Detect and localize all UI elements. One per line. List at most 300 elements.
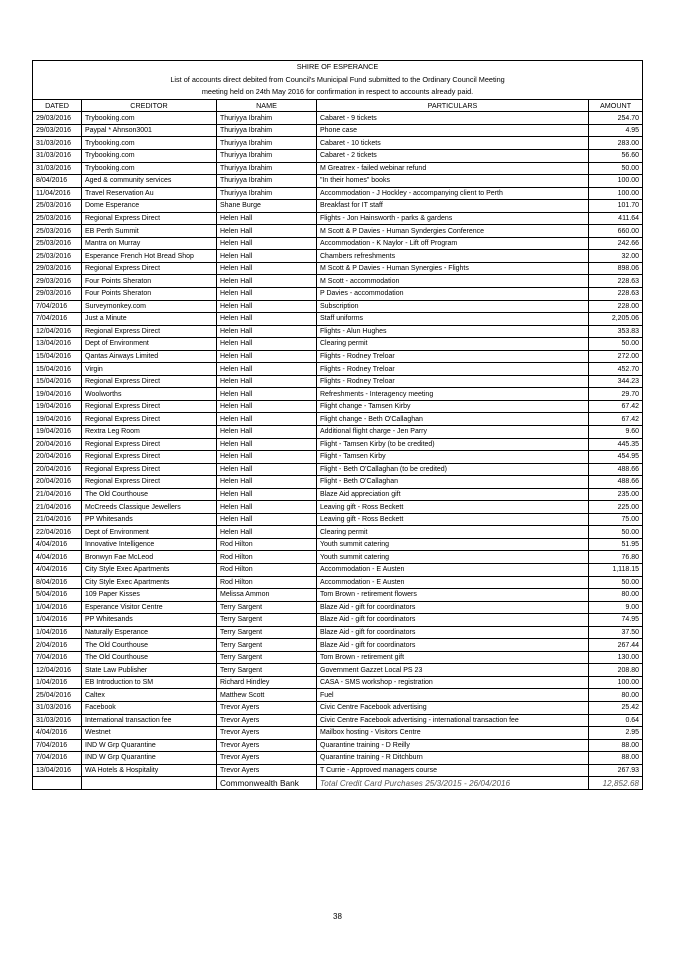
total-creditor-cell bbox=[82, 777, 217, 790]
total-particulars: Total Credit Card Purchases 25/3/2015 - 26/04/2016 bbox=[317, 777, 589, 790]
table-row bbox=[33, 476, 643, 489]
report-description: List of accounts direct debited from Council's Municipal Fund submitted to the Ordinary Council Meeting bbox=[33, 74, 643, 87]
cell-particulars: M Scott - accommodation bbox=[317, 275, 589, 288]
cell-amount: 242.66 bbox=[589, 237, 643, 250]
cell-name: Shane Burge bbox=[217, 200, 317, 213]
cell-name: Helen Hall bbox=[217, 451, 317, 464]
cell-dated: 12/04/2016 bbox=[33, 664, 82, 677]
cell-particulars: Blaze Aid - gift for coordinators bbox=[317, 601, 589, 614]
cell-dated: 7/04/2016 bbox=[33, 651, 82, 664]
table-row bbox=[33, 551, 643, 564]
cell-particulars: Flight change - Tamsen Kirby bbox=[317, 400, 589, 413]
cell-dated: 8/04/2016 bbox=[33, 576, 82, 589]
cell-creditor: The Old Courthouse bbox=[82, 488, 217, 501]
cell-creditor: The Old Courthouse bbox=[82, 639, 217, 652]
cell-name: Helen Hall bbox=[217, 262, 317, 275]
cell-creditor: EB Introduction to SM bbox=[82, 676, 217, 689]
total-amount: 12,852.68 bbox=[589, 777, 643, 790]
table-row bbox=[33, 538, 643, 551]
cell-creditor: Esperance Visitor Centre bbox=[82, 601, 217, 614]
cell-creditor: Qantas Airways Limited bbox=[82, 350, 217, 363]
cell-particulars: Refreshments - Interagency meeting bbox=[317, 388, 589, 401]
cell-particulars: Quarantine training - D Reilly bbox=[317, 739, 589, 752]
table-row bbox=[33, 463, 643, 476]
cell-amount: 411.64 bbox=[589, 212, 643, 225]
cell-amount: 4.95 bbox=[589, 124, 643, 137]
cell-particulars: Flight - Tamsen Kirby (to be credited) bbox=[317, 438, 589, 451]
cell-dated: 29/03/2016 bbox=[33, 112, 82, 125]
table-row bbox=[33, 739, 643, 752]
table-row bbox=[33, 350, 643, 363]
cell-particulars: Subscription bbox=[317, 300, 589, 313]
cell-particulars: Cabaret - 10 tickets bbox=[317, 137, 589, 150]
cell-name: Helen Hall bbox=[217, 237, 317, 250]
cell-dated: 31/03/2016 bbox=[33, 137, 82, 150]
cell-particulars: Clearing permit bbox=[317, 338, 589, 351]
cell-creditor: Rextra Leg Room bbox=[82, 426, 217, 439]
cell-dated: 4/04/2016 bbox=[33, 538, 82, 551]
cell-name: Thuriyya Ibrahim bbox=[217, 175, 317, 188]
cell-name: Trevor Ayers bbox=[217, 714, 317, 727]
cell-dated: 20/04/2016 bbox=[33, 476, 82, 489]
table-row bbox=[33, 124, 643, 137]
table-row bbox=[33, 400, 643, 413]
table-row bbox=[33, 651, 643, 664]
cell-dated: 1/04/2016 bbox=[33, 626, 82, 639]
cell-dated: 25/04/2016 bbox=[33, 689, 82, 702]
cell-amount: 254.70 bbox=[589, 112, 643, 125]
cell-dated: 22/04/2016 bbox=[33, 526, 82, 539]
cell-dated: 31/03/2016 bbox=[33, 714, 82, 727]
cell-creditor: Regional Express Direct bbox=[82, 413, 217, 426]
cell-creditor: Four Points Sheraton bbox=[82, 287, 217, 300]
table-row bbox=[33, 639, 643, 652]
cell-name: Helen Hall bbox=[217, 463, 317, 476]
cell-particulars: Blaze Aid - gift for coordinators bbox=[317, 626, 589, 639]
cell-dated: 8/04/2016 bbox=[33, 175, 82, 188]
cell-creditor: Dome Esperance bbox=[82, 200, 217, 213]
column-header-row bbox=[33, 99, 643, 112]
table-row bbox=[33, 626, 643, 639]
cell-amount: 130.00 bbox=[589, 651, 643, 664]
cell-creditor: Trybooking.com bbox=[82, 149, 217, 162]
cell-amount: 25.42 bbox=[589, 702, 643, 715]
cell-name: Trevor Ayers bbox=[217, 727, 317, 740]
cell-name: Helen Hall bbox=[217, 526, 317, 539]
cell-name: Helen Hall bbox=[217, 363, 317, 376]
cell-particulars: Flight - Beth O'Callaghan (to be credited) bbox=[317, 463, 589, 476]
cell-creditor: Regional Express Direct bbox=[82, 463, 217, 476]
cell-name: Helen Hall bbox=[217, 212, 317, 225]
cell-dated: 25/03/2016 bbox=[33, 225, 82, 238]
cell-dated: 7/04/2016 bbox=[33, 752, 82, 765]
cell-dated: 25/03/2016 bbox=[33, 250, 82, 263]
cell-creditor: Dept of Environment bbox=[82, 338, 217, 351]
cell-amount: 228.63 bbox=[589, 275, 643, 288]
table-row bbox=[33, 250, 643, 263]
cell-particulars: Youth summit catering bbox=[317, 551, 589, 564]
cell-particulars: Staff uniforms bbox=[317, 313, 589, 326]
table-row bbox=[33, 313, 643, 326]
cell-name: Melissa Ammon bbox=[217, 589, 317, 602]
cell-dated: 2/04/2016 bbox=[33, 639, 82, 652]
cell-amount: 228.63 bbox=[589, 287, 643, 300]
cell-creditor: Bronwyn Fae McLeod bbox=[82, 551, 217, 564]
cell-name: Helen Hall bbox=[217, 338, 317, 351]
meeting-description: meeting held on 24th May 2016 for confirmation in respect to accounts already paid. bbox=[33, 86, 643, 99]
cell-amount: 283.00 bbox=[589, 137, 643, 150]
cell-creditor: Regional Express Direct bbox=[82, 400, 217, 413]
cell-name: Helen Hall bbox=[217, 225, 317, 238]
cell-name: Terry Sargent bbox=[217, 664, 317, 677]
column-header-amount: AMOUNT bbox=[589, 99, 643, 112]
table-row bbox=[33, 488, 643, 501]
table-row bbox=[33, 752, 643, 765]
cell-amount: 660.00 bbox=[589, 225, 643, 238]
cell-particulars: Civic Centre Facebook advertising - international transaction fee bbox=[317, 714, 589, 727]
cell-particulars: Flight - Tamsen Kirby bbox=[317, 451, 589, 464]
cell-amount: 225.00 bbox=[589, 501, 643, 514]
cell-dated: 4/04/2016 bbox=[33, 727, 82, 740]
cell-creditor: 109 Paper Kisses bbox=[82, 589, 217, 602]
cell-name: Helen Hall bbox=[217, 250, 317, 263]
cell-name: Helen Hall bbox=[217, 375, 317, 388]
cell-dated: 7/04/2016 bbox=[33, 739, 82, 752]
cell-dated: 19/04/2016 bbox=[33, 413, 82, 426]
table-row bbox=[33, 338, 643, 351]
shire-title: SHIRE OF ESPERANCE bbox=[33, 61, 643, 74]
cell-particulars: Leaving gift - Ross Beckett bbox=[317, 513, 589, 526]
cell-name: Terry Sargent bbox=[217, 626, 317, 639]
total-bank-name: Commonwealth Bank bbox=[217, 777, 317, 790]
cell-amount: 452.70 bbox=[589, 363, 643, 376]
cell-particulars: M Scott & P Davies - Human Syndergies Conference bbox=[317, 225, 589, 238]
cell-dated: 19/04/2016 bbox=[33, 388, 82, 401]
cell-amount: 51.95 bbox=[589, 538, 643, 551]
cell-name: Thuriyya Ibrahim bbox=[217, 124, 317, 137]
cell-particulars: Breakfast for IT staff bbox=[317, 200, 589, 213]
table-row bbox=[33, 225, 643, 238]
cell-dated: 4/04/2016 bbox=[33, 564, 82, 577]
cell-creditor: EB Perth Summit bbox=[82, 225, 217, 238]
cell-creditor: International transaction fee bbox=[82, 714, 217, 727]
cell-name: Thuriyya Ibrahim bbox=[217, 137, 317, 150]
table-row bbox=[33, 287, 643, 300]
total-dated-cell bbox=[33, 777, 82, 790]
cell-amount: 9.00 bbox=[589, 601, 643, 614]
cell-name: Thuriyya Ibrahim bbox=[217, 187, 317, 200]
cell-creditor: Woolworths bbox=[82, 388, 217, 401]
cell-name: Helen Hall bbox=[217, 287, 317, 300]
cell-amount: 74.95 bbox=[589, 614, 643, 627]
cell-name: Helen Hall bbox=[217, 388, 317, 401]
cell-name: Rod Hilton bbox=[217, 538, 317, 551]
cell-name: Terry Sargent bbox=[217, 614, 317, 627]
cell-creditor: Regional Express Direct bbox=[82, 476, 217, 489]
cell-creditor: Regional Express Direct bbox=[82, 325, 217, 338]
cell-creditor: Innovative Intelligence bbox=[82, 538, 217, 551]
cell-particulars: Blaze Aid - gift for coordinators bbox=[317, 639, 589, 652]
cell-dated: 25/03/2016 bbox=[33, 237, 82, 250]
table-row bbox=[33, 363, 643, 376]
cell-name: Rod Hilton bbox=[217, 576, 317, 589]
table-row bbox=[33, 614, 643, 627]
cell-dated: 25/03/2016 bbox=[33, 200, 82, 213]
cell-amount: 2,205.06 bbox=[589, 313, 643, 326]
table-row bbox=[33, 451, 643, 464]
cell-name: Helen Hall bbox=[217, 313, 317, 326]
table-row bbox=[33, 137, 643, 150]
cell-dated: 31/03/2016 bbox=[33, 162, 82, 175]
cell-dated: 29/03/2016 bbox=[33, 275, 82, 288]
cell-particulars: Additional flight charge - Jen Parry bbox=[317, 426, 589, 439]
cell-dated: 15/04/2016 bbox=[33, 375, 82, 388]
column-header-creditor: CREDITOR bbox=[82, 99, 217, 112]
cell-dated: 1/04/2016 bbox=[33, 676, 82, 689]
cell-amount: 50.00 bbox=[589, 162, 643, 175]
cell-amount: 67.42 bbox=[589, 400, 643, 413]
cell-particulars: Flights - Rodney Treloar bbox=[317, 363, 589, 376]
cell-dated: 20/04/2016 bbox=[33, 438, 82, 451]
cell-name: Helen Hall bbox=[217, 413, 317, 426]
cell-creditor: Just a Minute bbox=[82, 313, 217, 326]
cell-creditor: Four Points Sheraton bbox=[82, 275, 217, 288]
cell-creditor: McCreeds Classique Jewellers bbox=[82, 501, 217, 514]
table-row bbox=[33, 175, 643, 188]
cell-name: Richard Hindley bbox=[217, 676, 317, 689]
cell-creditor: Virgin bbox=[82, 363, 217, 376]
cell-creditor: Dept of Environment bbox=[82, 526, 217, 539]
cell-amount: 344.23 bbox=[589, 375, 643, 388]
table-row bbox=[33, 325, 643, 338]
cell-name: Trevor Ayers bbox=[217, 752, 317, 765]
cell-dated: 12/04/2016 bbox=[33, 325, 82, 338]
table-row bbox=[33, 162, 643, 175]
cell-name: Helen Hall bbox=[217, 501, 317, 514]
cell-particulars: Cabaret - 9 tickets bbox=[317, 112, 589, 125]
cell-amount: 50.00 bbox=[589, 526, 643, 539]
table-row bbox=[33, 237, 643, 250]
cell-creditor: The Old Courthouse bbox=[82, 651, 217, 664]
cell-name: Helen Hall bbox=[217, 426, 317, 439]
cell-particulars: Accommodation - J Hockley - accompanying client to Perth bbox=[317, 187, 589, 200]
cell-particulars: Cabaret - 2 tickets bbox=[317, 149, 589, 162]
cell-particulars: "In their homes" books bbox=[317, 175, 589, 188]
cell-amount: 208.80 bbox=[589, 664, 643, 677]
cell-creditor: Regional Express Direct bbox=[82, 262, 217, 275]
cell-name: Trevor Ayers bbox=[217, 702, 317, 715]
cell-amount: 50.00 bbox=[589, 576, 643, 589]
cell-amount: 445.35 bbox=[589, 438, 643, 451]
cell-dated: 29/03/2016 bbox=[33, 287, 82, 300]
table-row bbox=[33, 426, 643, 439]
cell-creditor: IND W Grp Quarantine bbox=[82, 752, 217, 765]
cell-dated: 29/03/2016 bbox=[33, 124, 82, 137]
cell-amount: 488.66 bbox=[589, 476, 643, 489]
cell-name: Helen Hall bbox=[217, 275, 317, 288]
cell-amount: 56.60 bbox=[589, 149, 643, 162]
cell-creditor: PP Whitesands bbox=[82, 614, 217, 627]
cell-name: Terry Sargent bbox=[217, 651, 317, 664]
cell-creditor: Trybooking.com bbox=[82, 137, 217, 150]
cell-name: Helen Hall bbox=[217, 325, 317, 338]
cell-dated: 15/04/2016 bbox=[33, 350, 82, 363]
cell-dated: 1/04/2016 bbox=[33, 614, 82, 627]
cell-dated: 20/04/2016 bbox=[33, 451, 82, 464]
cell-amount: 100.00 bbox=[589, 175, 643, 188]
cell-particulars: Flight change - Beth O'Callaghan bbox=[317, 413, 589, 426]
cell-creditor: City Style Exec Apartments bbox=[82, 576, 217, 589]
cell-amount: 75.00 bbox=[589, 513, 643, 526]
cell-name: Thuriyya Ibrahim bbox=[217, 162, 317, 175]
cell-particulars: P Davies - accommodation bbox=[317, 287, 589, 300]
table-row bbox=[33, 275, 643, 288]
cell-dated: 13/04/2016 bbox=[33, 338, 82, 351]
cell-amount: 100.00 bbox=[589, 187, 643, 200]
cell-particulars: Mailbox hosting - Visitors Centre bbox=[317, 727, 589, 740]
cell-particulars: Tom Brown - retirement gift bbox=[317, 651, 589, 664]
cell-name: Rod Hilton bbox=[217, 564, 317, 577]
column-header-dated: DATED bbox=[33, 99, 82, 112]
cell-amount: 37.50 bbox=[589, 626, 643, 639]
page-number: 38 bbox=[333, 912, 342, 921]
cell-particulars: M Greatrex - failed webinar refund bbox=[317, 162, 589, 175]
cell-amount: 0.64 bbox=[589, 714, 643, 727]
cell-dated: 29/03/2016 bbox=[33, 262, 82, 275]
cell-creditor: Aged & community services bbox=[82, 175, 217, 188]
table-row bbox=[33, 601, 643, 614]
cell-particulars: M Scott & P Davies - Human Synergies - Flights bbox=[317, 262, 589, 275]
cell-creditor: Regional Express Direct bbox=[82, 451, 217, 464]
cell-amount: 353.83 bbox=[589, 325, 643, 338]
accounts-table bbox=[32, 60, 643, 790]
cell-dated: 19/04/2016 bbox=[33, 400, 82, 413]
cell-particulars: Government Gazzet Local PS 23 bbox=[317, 664, 589, 677]
cell-particulars: Accommodation - E Austen bbox=[317, 564, 589, 577]
cell-dated: 13/04/2016 bbox=[33, 764, 82, 777]
cell-creditor: Paypal * Ahnson3001 bbox=[82, 124, 217, 137]
cell-creditor: WA Hotels & Hospitality bbox=[82, 764, 217, 777]
cell-name: Helen Hall bbox=[217, 300, 317, 313]
cell-particulars: Clearing permit bbox=[317, 526, 589, 539]
cell-dated: 7/04/2016 bbox=[33, 300, 82, 313]
cell-particulars: Flight - Beth O'Callaghan bbox=[317, 476, 589, 489]
cell-particulars: T Currie - Approved managers course bbox=[317, 764, 589, 777]
accounts-sheet bbox=[32, 60, 642, 790]
cell-amount: 100.00 bbox=[589, 676, 643, 689]
table-row bbox=[33, 438, 643, 451]
cell-name: Trevor Ayers bbox=[217, 764, 317, 777]
cell-amount: 9.60 bbox=[589, 426, 643, 439]
table-row bbox=[33, 212, 643, 225]
cell-amount: 50.00 bbox=[589, 338, 643, 351]
cell-amount: 67.42 bbox=[589, 413, 643, 426]
table-row bbox=[33, 526, 643, 539]
cell-name: Helen Hall bbox=[217, 488, 317, 501]
cell-amount: 267.44 bbox=[589, 639, 643, 652]
cell-name: Terry Sargent bbox=[217, 601, 317, 614]
cell-dated: 1/04/2016 bbox=[33, 601, 82, 614]
cell-particulars: Chambers refreshments bbox=[317, 250, 589, 263]
cell-creditor: Esperance French Hot Bread Shop bbox=[82, 250, 217, 263]
cell-dated: 11/04/2016 bbox=[33, 187, 82, 200]
cell-amount: 267.93 bbox=[589, 764, 643, 777]
cell-particulars: Flights - Rodney Treloar bbox=[317, 375, 589, 388]
cell-particulars: Accommodation - E Austen bbox=[317, 576, 589, 589]
table-row bbox=[33, 187, 643, 200]
table-row bbox=[33, 727, 643, 740]
table-row bbox=[33, 200, 643, 213]
cell-dated: 21/04/2016 bbox=[33, 513, 82, 526]
cell-name: Helen Hall bbox=[217, 438, 317, 451]
table-row bbox=[33, 589, 643, 602]
table-row bbox=[33, 714, 643, 727]
table-row bbox=[33, 112, 643, 125]
cell-particulars: Flights - Alun Hughes bbox=[317, 325, 589, 338]
cell-amount: 76.80 bbox=[589, 551, 643, 564]
cell-name: Helen Hall bbox=[217, 476, 317, 489]
cell-name: Thuriyya Ibrahim bbox=[217, 149, 317, 162]
cell-creditor: Trybooking.com bbox=[82, 112, 217, 125]
cell-dated: 4/04/2016 bbox=[33, 551, 82, 564]
cell-particulars: Civic Centre Facebook advertising bbox=[317, 702, 589, 715]
cell-amount: 898.06 bbox=[589, 262, 643, 275]
cell-amount: 2.95 bbox=[589, 727, 643, 740]
cell-particulars: Fuel bbox=[317, 689, 589, 702]
cell-creditor: Westnet bbox=[82, 727, 217, 740]
cell-particulars: Accommodation - K Naylor - Lift off Program bbox=[317, 237, 589, 250]
cell-particulars: Tom Brown - retirement flowers bbox=[317, 589, 589, 602]
cell-particulars: Quarantine training - R Ditchburn bbox=[317, 752, 589, 765]
cell-particulars: CASA - SMS workshop - registration bbox=[317, 676, 589, 689]
cell-amount: 454.95 bbox=[589, 451, 643, 464]
table-row bbox=[33, 689, 643, 702]
cell-creditor: Facebook bbox=[82, 702, 217, 715]
cell-dated: 15/04/2016 bbox=[33, 363, 82, 376]
cell-name: Helen Hall bbox=[217, 513, 317, 526]
cell-name: Rod Hilton bbox=[217, 551, 317, 564]
cell-creditor: IND W Grp Quarantine bbox=[82, 739, 217, 752]
table-row bbox=[33, 149, 643, 162]
cell-dated: 21/04/2016 bbox=[33, 501, 82, 514]
cell-amount: 235.00 bbox=[589, 488, 643, 501]
cell-particulars: Flights - Jon Hainsworth - parks & gardens bbox=[317, 212, 589, 225]
table-row bbox=[33, 501, 643, 514]
cell-name: Helen Hall bbox=[217, 400, 317, 413]
column-header-particulars: PARTICULARS bbox=[317, 99, 589, 112]
cell-particulars: Leaving gift - Ross Beckett bbox=[317, 501, 589, 514]
cell-amount: 1,118.15 bbox=[589, 564, 643, 577]
total-row bbox=[33, 777, 643, 790]
cell-name: Terry Sargent bbox=[217, 639, 317, 652]
cell-dated: 7/04/2016 bbox=[33, 313, 82, 326]
cell-particulars: Blaze Aid appreciation gift bbox=[317, 488, 589, 501]
cell-particulars: Blaze Aid - gift for coordinators bbox=[317, 614, 589, 627]
cell-name: Helen Hall bbox=[217, 350, 317, 363]
table-row bbox=[33, 764, 643, 777]
cell-creditor: Caltex bbox=[82, 689, 217, 702]
cell-name: Matthew Scott bbox=[217, 689, 317, 702]
table-row bbox=[33, 676, 643, 689]
cell-creditor: Surveymonkey.com bbox=[82, 300, 217, 313]
column-header-name: NAME bbox=[217, 99, 317, 112]
cell-creditor: Regional Express Direct bbox=[82, 375, 217, 388]
table-row bbox=[33, 300, 643, 313]
cell-name: Thuriyya Ibrahim bbox=[217, 112, 317, 125]
table-row bbox=[33, 576, 643, 589]
cell-creditor: Regional Express Direct bbox=[82, 212, 217, 225]
cell-amount: 88.00 bbox=[589, 739, 643, 752]
